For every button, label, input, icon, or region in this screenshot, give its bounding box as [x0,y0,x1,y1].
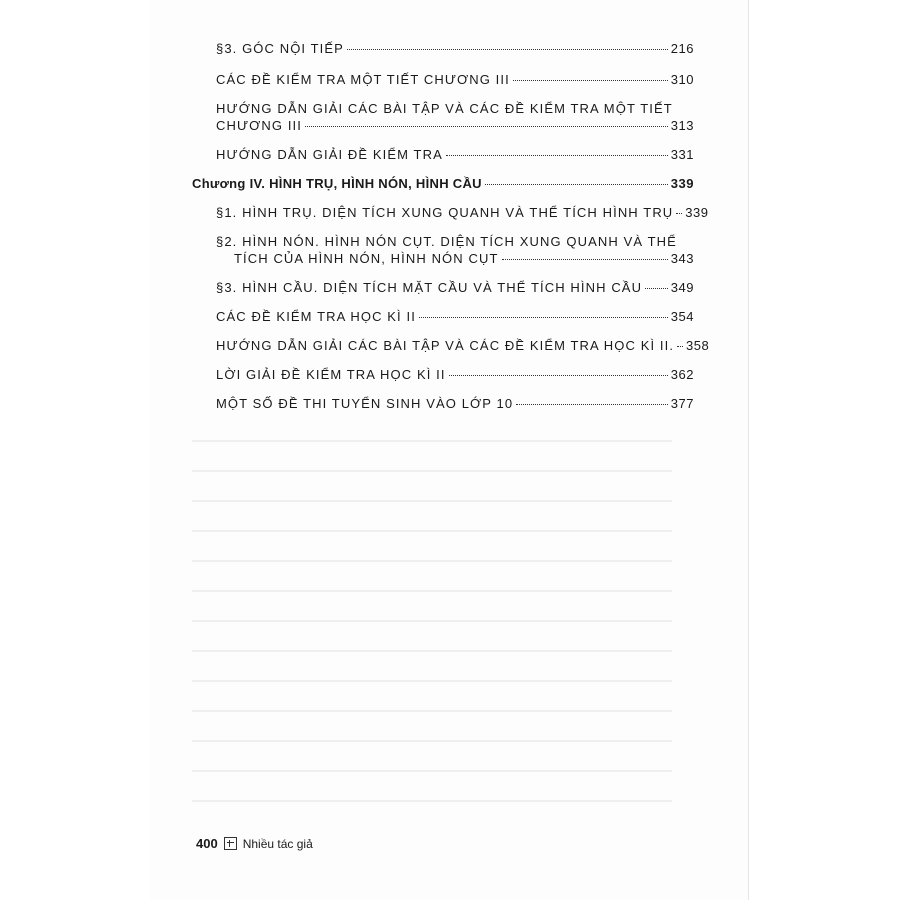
toc-entry [216,40,694,57]
page-footer [196,836,313,851]
toc-entry [216,366,694,383]
toc-entry-continuation [216,117,694,134]
toc-entry-page: 354 [670,309,694,324]
toc-entry-page: 362 [670,367,694,382]
toc-entry-page: 358 [686,338,710,353]
dot-leader [419,317,668,318]
toc-entry [216,146,694,163]
publisher-logo-icon [224,837,237,850]
toc-entry-title: LỜI GIẢI ĐỀ KIỂM TRA HỌC KÌ II [216,367,446,382]
dot-leader [449,375,668,376]
dot-leader [516,404,668,405]
footer-author: Nhiều tác giả [242,836,313,851]
toc-chapter-title: Chương IV. HÌNH TRỤ, HÌNH NÓN, HÌNH CẦU [192,176,482,191]
toc-entry-title: §3. GÓC NỘI TIẾP [216,41,344,56]
toc-entry [216,233,694,267]
toc-entry-page: 310 [670,72,694,87]
toc-entry-title: CÁC ĐỀ KIỂM TRA HỌC KÌ II [216,309,416,324]
toc-entry-page: 331 [670,147,694,162]
dot-leader [676,213,682,214]
toc-entry-page: 377 [670,396,694,411]
bleed-through-text [192,440,672,830]
toc-entry-title: HƯỚNG DẪN GIẢI CÁC BÀI TẬP VÀ CÁC ĐỀ KIỂM TRA MỘT TIẾT [216,101,673,116]
toc-entry-title: HƯỚNG DẪN GIẢI CÁC BÀI TẬP VÀ CÁC ĐỀ KIỂM TRA HỌC KÌ II. [216,338,675,353]
dot-leader [446,155,668,156]
toc-chapter-entry [192,175,694,192]
toc-entry [216,279,694,296]
toc-entry-page: 339 [685,205,709,220]
toc-entry-page: 343 [670,251,694,266]
toc-entry [216,337,710,354]
dot-leader [502,259,668,260]
dot-leader [677,346,683,347]
table-of-contents [192,40,710,412]
dot-leader [485,184,668,185]
toc-entry-page: 313 [670,118,694,133]
toc-entry-title: §1. HÌNH TRỤ. DIỆN TÍCH XUNG QUANH VÀ THỂ TÍCH HÌNH TRỤ [216,205,674,220]
toc-entry [216,71,694,88]
toc-entry-title: MỘT SỐ ĐỀ THI TUYỂN SINH VÀO LỚP 10 [216,396,514,411]
toc-entry-title: HƯỚNG DẪN GIẢI ĐỀ KIỂM TRA [216,147,443,162]
dot-leader [645,288,668,289]
dot-leader [513,80,668,81]
dot-leader [347,49,668,50]
dot-leader [305,126,668,127]
toc-entry [216,204,709,221]
toc-entry-title-cont: CHƯƠNG III [216,118,302,133]
toc-entry-title: CÁC ĐỀ KIỂM TRA MỘT TIẾT CHƯƠNG III [216,72,510,87]
toc-entry [216,308,694,325]
toc-entry-title-cont: TÍCH CỦA HÌNH NÓN, HÌNH NÓN CỤT [234,251,499,266]
toc-entry-continuation [216,250,694,267]
toc-entry-page: 349 [670,280,694,295]
toc-entry [216,395,694,412]
toc-entry-page: 339 [670,176,694,191]
toc-entry-title: §3. HÌNH CẦU. DIỆN TÍCH MẶT CẦU VÀ THỂ TÍCH HÌNH CẦU [216,280,643,295]
toc-entry [216,100,694,134]
page-number: 400 [196,836,218,851]
toc-entry-page: 216 [670,41,694,56]
toc-entry-title: §2. HÌNH NÓN. HÌNH NÓN CỤT. DIỆN TÍCH XUNG QUANH VÀ THỂ [216,234,677,249]
